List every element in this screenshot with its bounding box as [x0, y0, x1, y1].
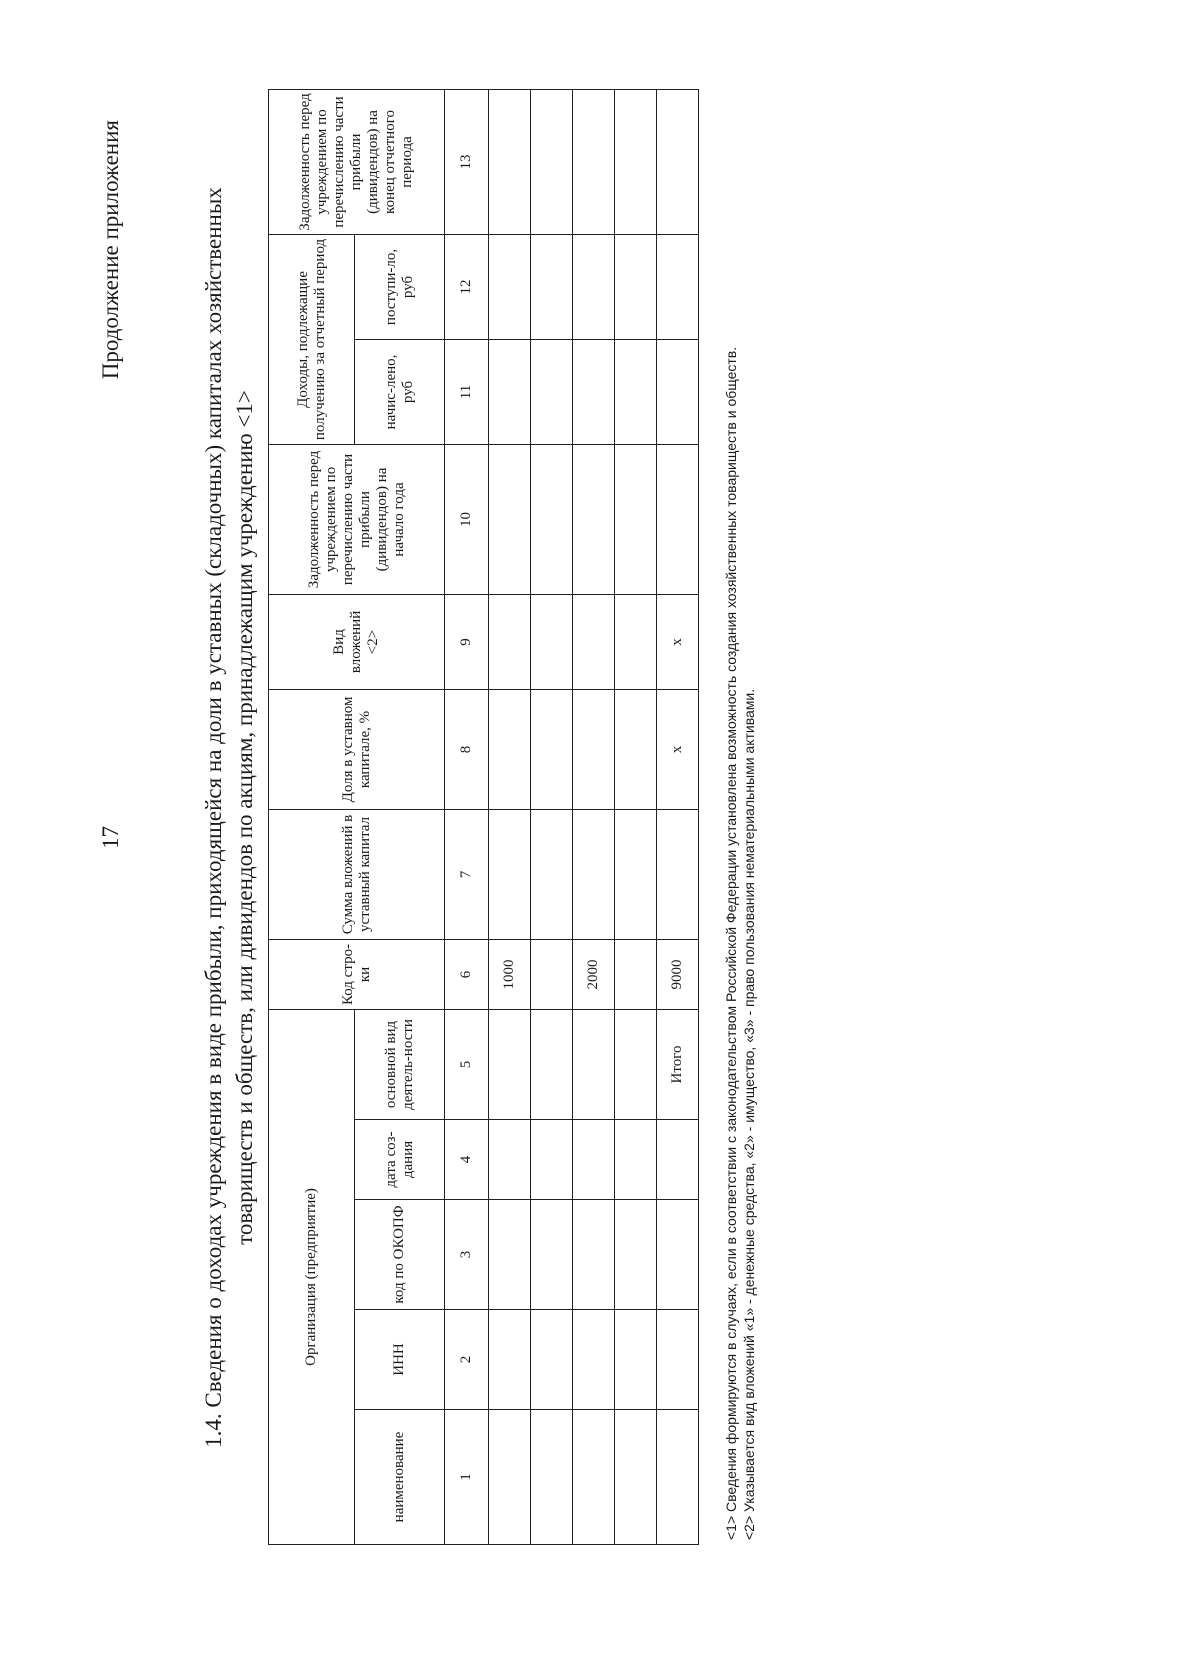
header-income-period: Доходы, подлежащие получению за отчетный период [269, 234, 355, 444]
total-row [657, 89, 699, 1544]
header-received: поступи-ло, руб [355, 234, 445, 339]
line-code-cell [615, 939, 657, 1009]
column-number: 11 [445, 339, 489, 444]
total-code: 9000 [657, 939, 699, 1009]
column-number-row [445, 89, 489, 1544]
section-title [198, 100, 260, 1535]
header-okopf: код по ОКОПФ [355, 1200, 445, 1310]
total-share-mark: х [657, 689, 699, 809]
continuation-label: Продолжение приложения [98, 120, 123, 380]
column-number: 9 [445, 594, 489, 689]
column-number: 10 [445, 444, 489, 594]
header-row-1 [269, 89, 355, 1544]
column-number: 7 [445, 809, 489, 939]
total-type-mark: х [657, 594, 699, 689]
footnotes [722, 347, 758, 1540]
header-debt-start: Задолженность перед учреждением по перечислению части прибыли (дивидендов) на начало года [269, 444, 445, 594]
line-code-cell: 2000 [573, 939, 615, 1009]
column-number: 12 [445, 234, 489, 339]
income-table [268, 89, 699, 1545]
header-share-percent: Доля в уставном капитале, % [269, 689, 445, 809]
title-line-1: 1.4. Сведения о доходах учреждения в виде прибыли, приходящейся на доли в уставных (складочных) капиталах хозяйственных [201, 187, 226, 1448]
line-code-cell: 1000 [489, 939, 531, 1009]
column-number: 3 [445, 1200, 489, 1310]
column-number: 6 [445, 939, 489, 1009]
header-line-code: Код стро-ки [269, 939, 445, 1009]
header-creation-date: дата соз-дания [355, 1120, 445, 1200]
column-number: 4 [445, 1120, 489, 1200]
column-number: 2 [445, 1310, 489, 1410]
header-name: наименование [355, 1410, 445, 1545]
total-label: Итого [657, 1009, 699, 1119]
page-number: 17 [98, 826, 123, 849]
column-number: 1 [445, 1410, 489, 1545]
footnote-2: <2> Указывается вид вложений «1» - денежные средства, «2» - имущество, «3» - право пользования нематериальными активами. [741, 688, 757, 1540]
table-row [489, 89, 531, 1544]
column-number: 8 [445, 689, 489, 809]
header-inn: ИНН [355, 1310, 445, 1410]
table-row [573, 89, 615, 1544]
column-number: 13 [445, 89, 489, 234]
header-investment-type: Вид вложений <2> [269, 594, 445, 689]
header-organization: Организация (предприятие) [269, 1009, 355, 1544]
title-line-2: товариществ и обществ, или дивидендов по акциям, принадлежащим учреждению <1> [232, 390, 257, 1245]
table-row [615, 89, 657, 1544]
table-row [531, 89, 573, 1544]
header-main-activity: основной вид деятель-ности [355, 1009, 445, 1119]
header-investment-amount: Сумма вложений в уставный капитал [269, 809, 445, 939]
header-debt-end: Задолженность перед учреждением по перечислению части прибыли (дивидендов) на конец отчетного периода [269, 89, 445, 234]
footnote-1: <1> Сведения формируются в случаях, если в соответствии с законодательством Российской Федерации установлена возможность создания хозяйственных товариществ и обществ. [723, 346, 739, 1540]
line-code-cell [531, 939, 573, 1009]
column-number: 5 [445, 1009, 489, 1119]
header-accrued: начис-лено, руб [355, 339, 445, 444]
